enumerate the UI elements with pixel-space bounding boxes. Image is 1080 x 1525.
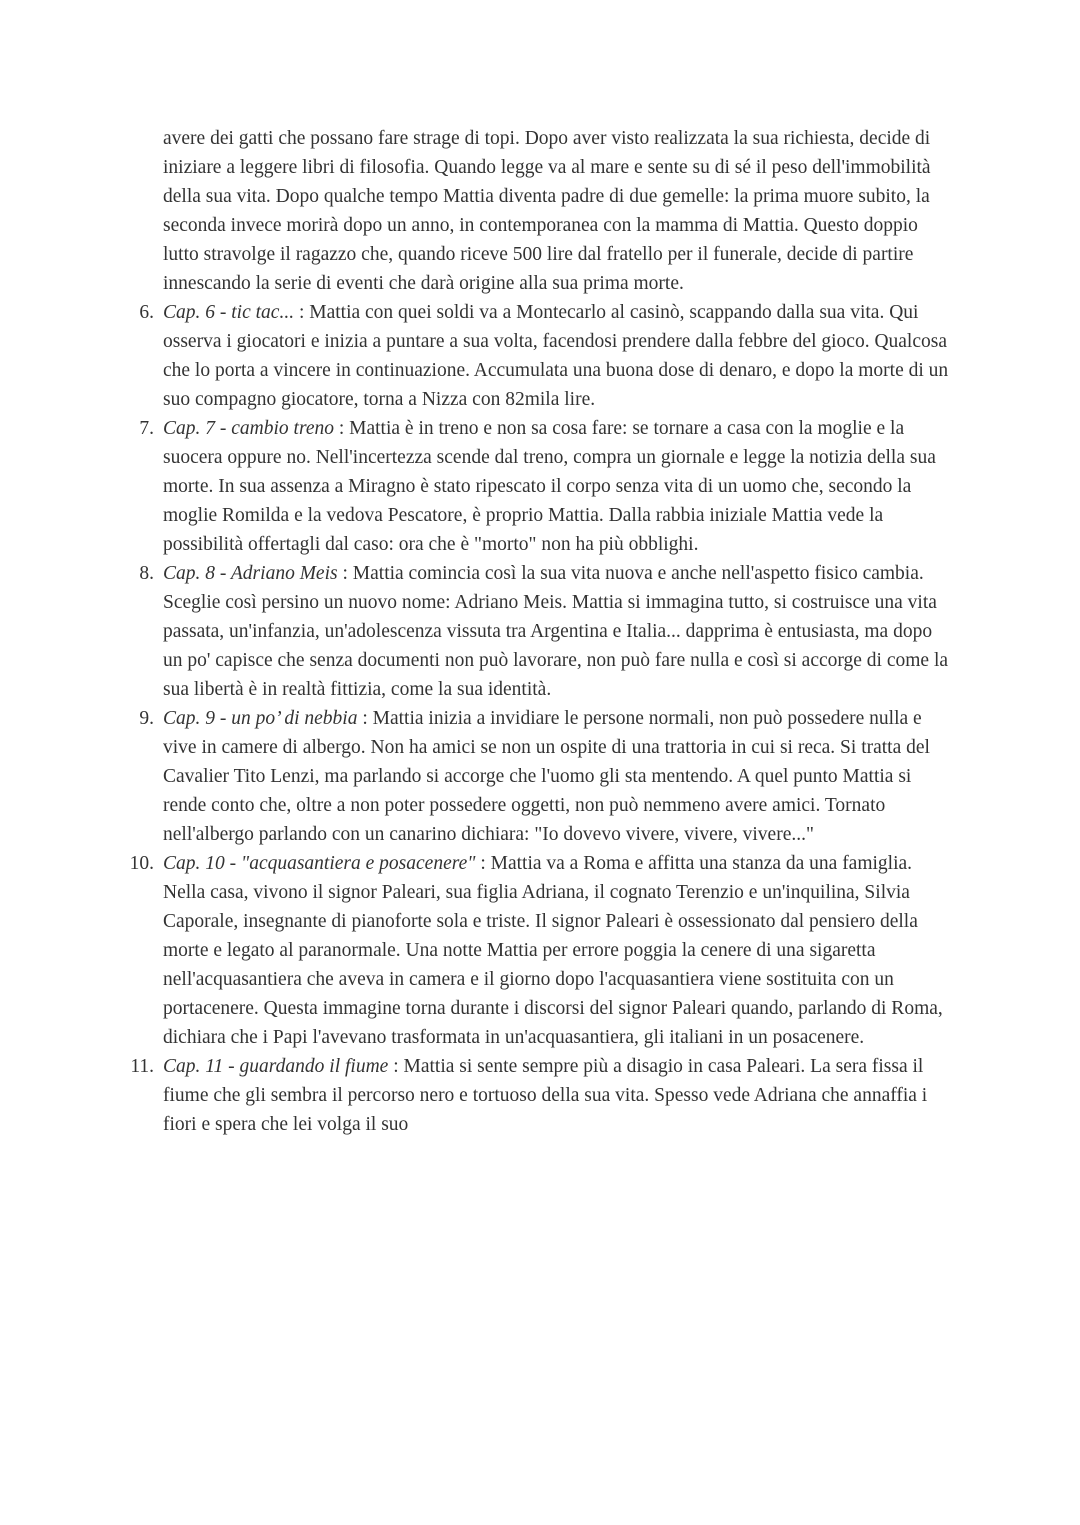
chapter-separator: :	[294, 302, 310, 323]
list-number: 8.	[139, 563, 154, 584]
chapter-summary: Mattia è in treno e non sa cosa fare: se tornare a casa con la moglie e la suocera oppure no. Nell'incertezza scende dal treno, compra un giornale e legge la notizia della sua morte. In sua assenza a Miragno è stato ripescato il corpo senza vita di un uomo che, secondo la moglie Romilda e la vedova Pescatore, è proprio Mattia. Dalla rabbia iniziale Mattia vede la possibilità offertagli dal caso: ora che è "morto" non ha più obblighi.	[163, 418, 936, 555]
chapter-separator: :	[475, 853, 491, 874]
chapter-title: Cap. 10 - "acquasantiera e posacenere"	[163, 853, 476, 874]
chapter-title: Cap. 11 - guardando il fiume	[163, 1056, 389, 1077]
chapter-summary: Mattia va a Roma e affitta una stanza da una famiglia. Nella casa, vivono il signor Paleari, sua figlia Adriana, il cognato Terenzio e un'inquilina, Silvia Caporale, insegnante di pianoforte sola e triste. Il signor Paleari è ossessionato dal pensiero della morte e legato al paranormale. Una notte Mattia per errore poggia la cenere di una sigaretta nell'acquasantiera che aveva in camera e il giorno dopo l'acquasantiera viene sostituita con un portacenere. Questa immagine torna durante i discorsi del signor Paleari quando, parlando di Roma, dichiara che i Papi l'avevano trasformata in un'acquasantiera, gli italiani in un posacenere.	[163, 853, 943, 1048]
list-number: 11.	[130, 1056, 154, 1077]
chapter-summary: Mattia con quei soldi va a Montecarlo al casinò, scappando dalla sua vita. Qui osserva i giocatori e inizia a puntare a sua volta, facendosi prendere dalla febbre del gioco. Qualcosa che lo porta a vincere in continuazione. Accumulata una buona dose di denaro, e dopo la morte di un suo compagno giocatore, torna a Nizza con 82mila lire.	[163, 302, 949, 410]
chapter-separator: :	[357, 708, 373, 729]
chapter-separator: :	[388, 1056, 404, 1077]
chapter-summary: Mattia si sente sempre più a disagio in casa Paleari. La sera fissa il fiume che gli sembra il percorso nero e tortuoso della sua vita. Spesso vede Adriana che annaffia i fiori e spera che lei volga il suo	[163, 1056, 928, 1135]
chapter-title: Cap. 9 - un po’ di nebbia	[163, 708, 358, 729]
chapter-item-8	[139, 559, 953, 704]
chapter-summary: Mattia comincia così la sua vita nuova e anche nell'aspetto fisico cambia. Sceglie così persino un nuovo nome: Adriano Meis. Mattia si immagina tutto, si costruisce una vita passata, un'infanzia, un'adolescenza vissuta tra Argentina e Italia... dapprima è entusiasta, ma dopo un po' capisce che senza documenti non può lavorare, non può fare nulla e così si accorge di come la sua libertà è in realtà fittizia, come la sua identità.	[163, 563, 949, 700]
list-number: 10.	[129, 853, 154, 874]
paragraph-chapter5-continuation: avere dei gatti che possano fare strage di topi. Dopo aver visto realizzata la sua richiesta, decide di iniziare a leggere libri di filosofia. Quando legge va al mare e sente su di sé il peso dell'immobilità della sua vita. Dopo qualche tempo Mattia diventa padre di due gemelle: la prima muore subito, la seconda invece morirà dopo un anno, in contemporanea con la mamma di Mattia. Questo doppio lutto stravolge il ragazzo che, quando riceve 500 lire dal fratello per il funerale, decide di partire innescando la serie di eventi che darà origine alla sua prima morte.	[163, 128, 931, 294]
chapter-item-10	[129, 849, 953, 1052]
document-content	[129, 124, 953, 1139]
chapter-title: Cap. 7 - cambio treno	[163, 418, 334, 439]
list-number: 7.	[139, 418, 154, 439]
chapter-title: Cap. 6 - tic tac...	[163, 302, 295, 323]
chapter-item-7	[139, 414, 953, 559]
chapter-separator: :	[333, 418, 350, 439]
chapter-item-11	[130, 1052, 953, 1139]
list-number: 9.	[139, 708, 154, 729]
chapter-item-6	[139, 298, 953, 414]
chapter-item-9	[139, 704, 953, 849]
chapter-separator: :	[337, 563, 353, 584]
chapter-summary: Mattia inizia a invidiare le persone normali, non può possedere nulla e vive in camere di albergo. Non ha amici se non un ospite di una trattoria in cui si reca. Si tratta del Cavalier Tito Lenzi, ma parlando si accorge che l'uomo gli sta mentendo. A quel punto Mattia si rende conto che, oltre a non poter possedere oggetti, non può nemmeno avere amici. Tornato nell'albergo parlando con un canarino dichiara: "Io dovevo vivere, vivere, vivere..."	[163, 708, 930, 845]
list-number: 6.	[139, 302, 154, 323]
chapter-title: Cap. 8 - Adriano Meis	[163, 563, 338, 584]
